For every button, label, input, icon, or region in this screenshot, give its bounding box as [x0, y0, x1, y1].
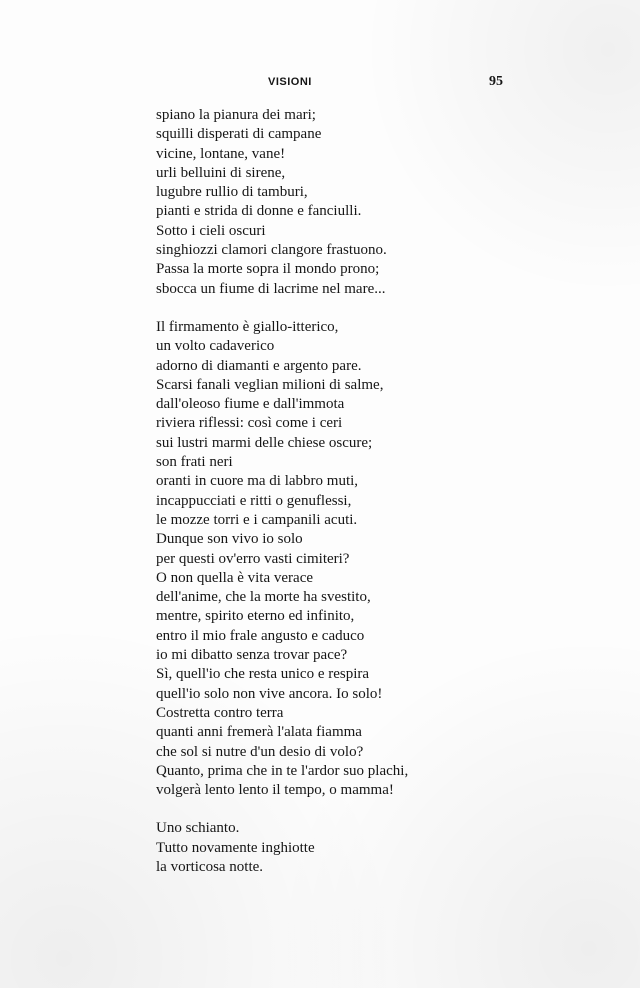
poem-line: squilli disperati di campane: [156, 126, 322, 143]
poem-line: Sì, quell'io che resta unico e respira: [156, 666, 370, 683]
poem-line: quell'io solo non vive ancora. Io solo!: [156, 685, 383, 702]
poem-line: singhiozzi clamori clangore frastuono.: [156, 242, 387, 259]
poem-line: Costretta contro terra: [156, 704, 284, 721]
poem-line: riviera riflessi: così come i ceri: [156, 415, 343, 432]
poem-line: la vorticosa notte.: [156, 858, 264, 875]
poem-line: per questi ov'erro vasti cimiteri?: [156, 550, 350, 567]
poem-line: Il firmamento è giallo-itterico,: [156, 318, 339, 335]
poem-line: adorno di diamanti e argento pare.: [156, 357, 362, 374]
poem-line: volgerà lento lento il tempo, o mamma!: [156, 782, 394, 799]
running-title: VISIONI: [268, 76, 312, 88]
poem-line: dall'oleoso fiume e dall'immota: [156, 396, 345, 413]
poem-line: un volto cadaverico: [156, 338, 275, 355]
poem-line: Quanto, prima che in te l'ardor suo plachi,: [156, 762, 409, 779]
poem-line: sbocca un fiume di lacrime nel mare...: [156, 280, 386, 297]
poem-line: entro il mio frale angusto e caduco: [156, 627, 365, 644]
poem-line: sui lustri marmi delle chiese oscure;: [156, 434, 373, 451]
poem-line: Sotto i cieli oscuri: [156, 222, 266, 239]
poem-line: Uno schianto.: [156, 820, 240, 837]
poem-line: Scarsi fanali veglian milioni di salme,: [156, 376, 384, 393]
stanza-1: [156, 106, 456, 299]
poem-line: Dunque son vivo io solo: [156, 531, 303, 548]
poem-line: Passa la morte sopra il mondo prono;: [156, 261, 380, 278]
poem-line: pianti e strida di donne e fanciulli.: [156, 203, 362, 220]
poem-line: son frati neri: [156, 454, 233, 471]
stanza-3: [156, 819, 456, 877]
poem-line: O non quella è vita verace: [156, 569, 314, 586]
poem-line: spiano la pianura dei mari;: [156, 107, 316, 123]
poem-line: quanti anni fremerà l'alata fiamma: [156, 724, 362, 741]
stanza-2: [156, 318, 456, 800]
poem-line: Tutto novamente inghiotte: [156, 839, 315, 856]
poem-line: vicine, lontane, vane!: [156, 145, 286, 162]
poem-line: lugubre rullio di tamburi,: [156, 184, 308, 201]
poem-line: io mi dibatto senza trovar pace?: [156, 647, 348, 664]
poem-line: che sol si nutre d'un desio di volo?: [156, 743, 364, 760]
poem-line: dell'anime, che la morte ha svestito,: [156, 589, 371, 606]
poem-line: oranti in cuore ma di labbro muti,: [156, 473, 359, 490]
poem-line: mentre, spirito eterno ed infinito,: [156, 608, 355, 625]
poem-line: le mozze torri e i campanili acuti.: [156, 511, 358, 528]
poem-line: urli belluini di sirene,: [156, 164, 286, 181]
poem-line: incappucciati e ritti o genuflessi,: [156, 492, 352, 509]
poem-body: [156, 106, 456, 896]
page-number: 95: [489, 74, 503, 89]
